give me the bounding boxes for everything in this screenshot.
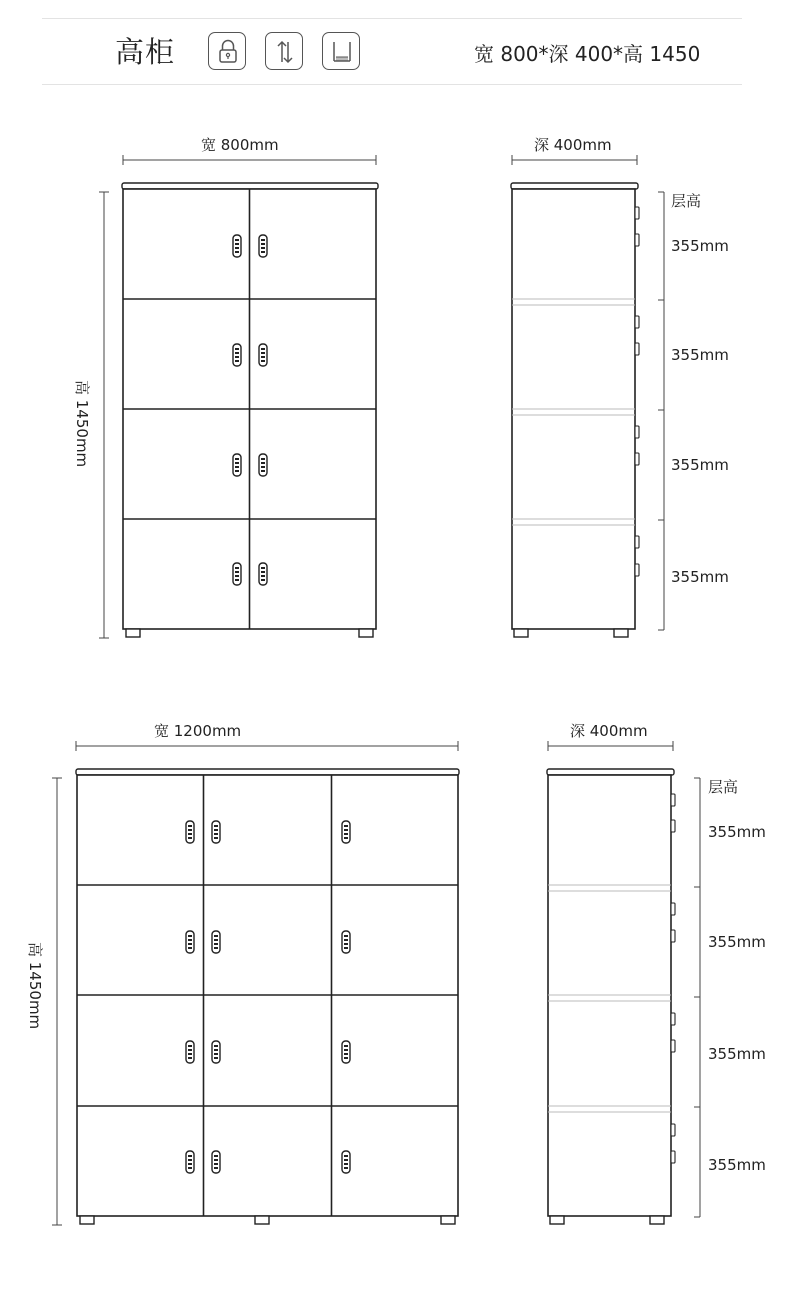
tier-height-label: 355mm	[671, 456, 729, 474]
front-view-800	[99, 155, 378, 638]
tier-height-label: 355mm	[671, 568, 729, 586]
side-view-1200	[547, 741, 700, 1224]
height-label-800: 高 1450mm	[73, 380, 91, 468]
dimension-spec: 宽 800*深 400*高 1450	[474, 42, 701, 66]
page-title: 高柜	[115, 35, 176, 69]
width-label-1200: 宽 1200mm	[154, 722, 242, 740]
tier-height-label: 355mm	[708, 1156, 766, 1174]
width-label-800: 宽 800mm	[201, 136, 279, 154]
tier-header-1200: 层高	[708, 778, 739, 796]
tier-height-label: 355mm	[708, 823, 766, 841]
height-label-1200: 高 1450mm	[26, 942, 44, 1030]
tier-height-label: 355mm	[708, 933, 766, 951]
tier-header-800: 层高	[671, 192, 702, 210]
front-view-1200	[52, 741, 459, 1225]
side-view-800	[511, 155, 664, 637]
depth-label-1200: 深 400mm	[570, 722, 648, 740]
depth-label-800: 深 400mm	[534, 136, 612, 154]
tier-height-label: 355mm	[708, 1045, 766, 1063]
tier-height-label: 355mm	[671, 237, 729, 255]
tier-height-label: 355mm	[671, 346, 729, 364]
